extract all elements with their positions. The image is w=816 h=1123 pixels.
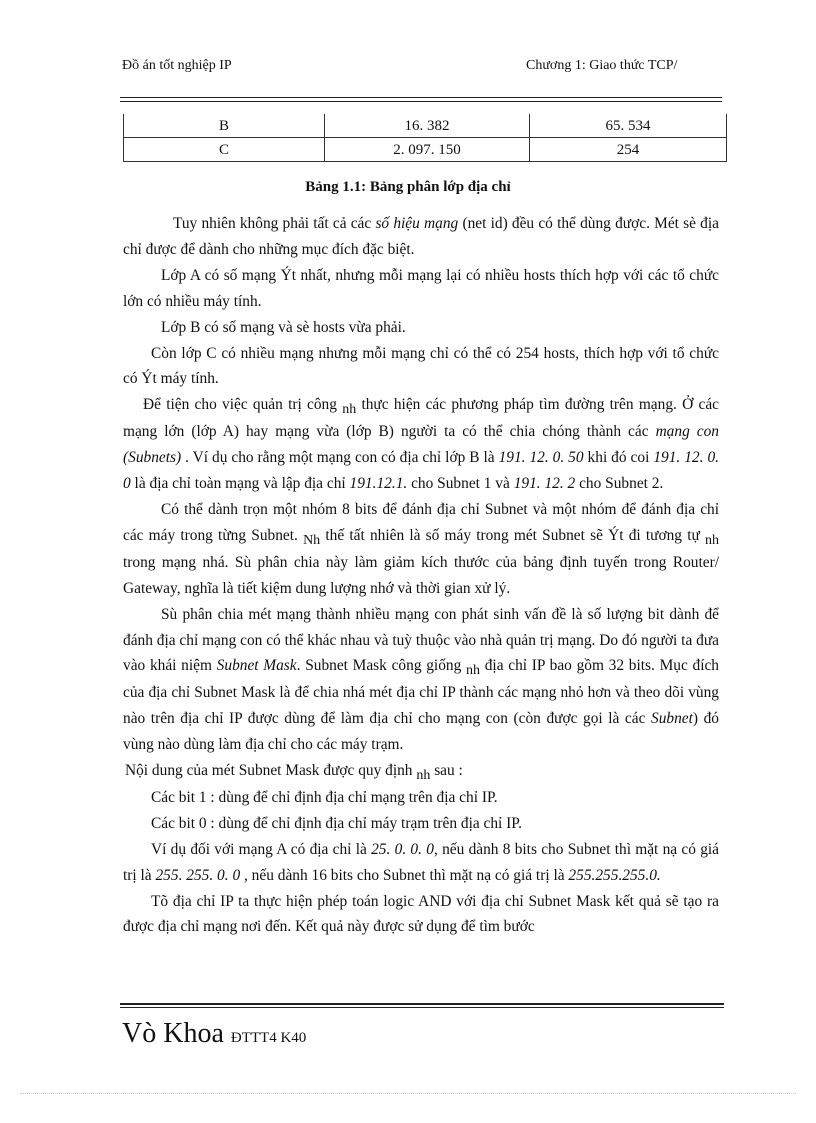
- paragraph: Nội dung của mét Subnet Mask được quy định nh sau :: [125, 762, 463, 784]
- class-table: [123, 114, 727, 162]
- footer-rule-thin: [120, 1007, 724, 1008]
- paragraph: Các bit 0 : dùng để chỉ định địa chỉ máy trạm trên địa chỉ IP.: [151, 814, 522, 832]
- header-right: Chương 1: Giao thức TCP/: [526, 58, 678, 73]
- header-rule-double: [120, 101, 722, 102]
- paragraph: Tõ địa chỉ IP ta thực hiện phép toán logic AND với địa chỉ Subnet Mask kết quả sẽ tạo ra được địa chỉ mạng nơi đến. Kết quả này được sử dụng để tìm bước: [123, 892, 719, 936]
- table-cell: 65. 534: [530, 114, 727, 138]
- page-bottom-divider: [20, 1093, 796, 1094]
- paragraph: Lớp A có số mạng Ýt nhất, nhưng mỗi mạng lại có nhiều hosts thích hợp với các tổ chức lớn có nhiều máy tính.: [123, 266, 719, 310]
- header-left: Đồ án tốt nghiệp IP: [122, 58, 232, 73]
- body-text: [123, 211, 719, 940]
- paragraph: Các bit 1 : dùng để chỉ định địa chỉ mạng trên địa chỉ IP.: [151, 788, 498, 806]
- table-row: [124, 138, 727, 162]
- paragraph: Để tiện cho việc quản trị công nh thực hiện các phương pháp tìm đường trên mạng. Ở các mạng lớn (lớp A) hay mạng vừa (lớp B) người ta có thể chia chóng thành các mạng con (Subnets) . Ví dụ cho rằng một mạng con có địa chỉ lớp B là 191. 12. 0. 50 khi đó coi 191. 12. 0. 0 là địa chỉ toàn mạng và lập địa chỉ 191.12.1. cho Subnet 1 và 191. 12. 2 cho Subnet 2.: [123, 396, 719, 493]
- paragraph: Lớp B có số mạng và sè hosts vừa phải.: [161, 318, 406, 336]
- table-cell: C: [124, 138, 325, 162]
- paragraph: Ví dụ đối với mạng A có địa chỉ là 25. 0. 0. 0, nếu dành 8 bits cho Subnet thì mặt nạ có giá trị là 255. 255. 0. 0 , nếu dành 16 bits cho Subnet thì mặt nạ có giá trị là 255.255.255.0.: [123, 840, 719, 884]
- header-rule: [120, 97, 722, 98]
- footer-author: Vò Khoa ĐTTT4 K40: [122, 1018, 307, 1049]
- table-cell: 2. 097. 150: [325, 138, 530, 162]
- table-caption: Bảng 1.1: Bảng phân lớp địa chỉ: [305, 179, 511, 195]
- table-cell: B: [124, 114, 325, 138]
- paragraph: Còn lớp C có nhiều mạng nhưng mỗi mạng chỉ có thể có 254 hosts, thích hợp với tổ chức có Ýt máy tính.: [123, 344, 719, 388]
- table-row: [124, 114, 727, 138]
- paragraph: Có thể dành trọn một nhóm 8 bits để đánh địa chỉ Subnet và một nhóm để đánh địa chỉ các máy trong từng Subnet. Nh thế tất nhiên là số máy trong mét Subnet sẽ Ýt đi tương tự nh trong mạng nhá. Sù phân chia này làm giảm kích thước của bảng định tuyến trong Router/ Gateway, nghĩa là tiết kiệm dung lượng nhớ và thời gian xử lý.: [123, 500, 720, 597]
- table-cell: 254: [530, 138, 727, 162]
- paragraph: Sù phân chia mét mạng thành nhiều mạng con phát sinh vấn đề là số lượng bit dành để đánh địa chỉ mạng con có thể khác nhau và tuỳ thuộc vào nhà quản trị mạng. Do đó người ta đưa vào khái niệm Subnet Mask. Subnet Mask công giống nh địa chỉ IP bao gồm 32 bits. Mục đích của địa chỉ Subnet Mask là để chia nhá mét địa chỉ IP thành các mạng nhỏ hơn và theo dõi vùng nào trên địa chỉ IP được dùng để làm địa chỉ cho mạng con (còn được gọi là các Subnet) đó vùng nào dùng làm địa chỉ cho các máy trạm.: [123, 605, 719, 754]
- footer-rule: [120, 1003, 724, 1005]
- paragraph: Tuy nhiên không phải tất cả các số hiệu mạng (net id) đều có thể dùng được. Mét sè địa chỉ được để dành cho những mục đích đặc biệt.: [123, 215, 719, 258]
- table-cell: 16. 382: [325, 114, 530, 138]
